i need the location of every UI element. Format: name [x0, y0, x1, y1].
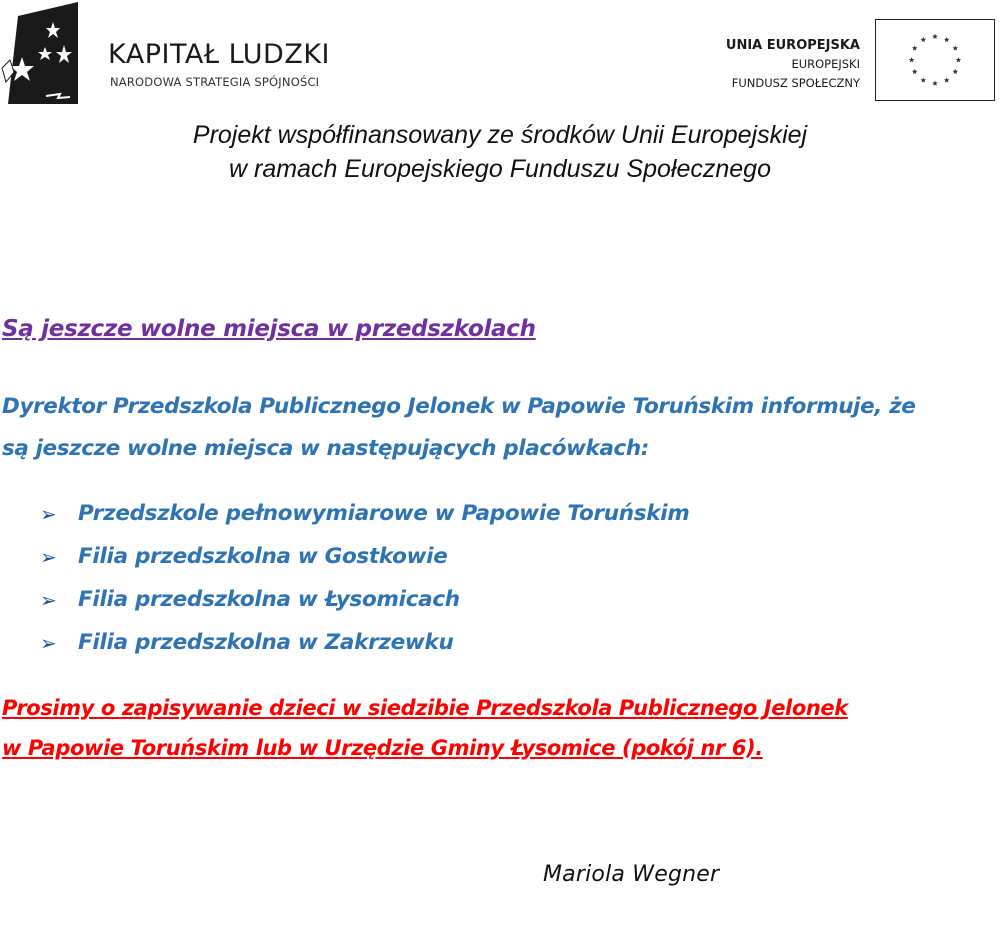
list-item-text: Przedszkole pełnowymiarowe w Papowie Toruńskim: [78, 501, 690, 526]
list-item-text: Filia przedszkolna w Gostkowie: [78, 544, 448, 569]
intro-line-2: są jeszcze wolne miejsca w następujących placówkach:: [2, 436, 650, 461]
arrow-bullet-icon: ➢: [40, 544, 57, 569]
kapital-ludzki-title: KAPITAŁ LUDZKI: [108, 39, 330, 70]
eu-flag-star: [912, 45, 918, 50]
eu-flag-star: [944, 77, 950, 82]
eu-flag-star: [956, 57, 962, 62]
eu-flag-star: [921, 77, 927, 82]
list-item-text: Filia przedszkolna w Łysomicach: [78, 587, 460, 612]
kindergarten-list: [40, 492, 689, 664]
notice-line-2: w Papowie Toruńskim lub w Urzędzie Gminy Łysomice (pokój nr 6).: [2, 736, 763, 760]
eu-flag-star: [932, 34, 938, 39]
eu-text-block: [726, 36, 860, 93]
arrow-bullet-icon: ➢: [40, 630, 57, 655]
kapital-ludzki-subtitle: NARODOWA STRATEGIA SPÓJNOŚCI: [110, 75, 320, 89]
eu-flag-star: [944, 37, 950, 42]
list-item: [40, 535, 689, 578]
list-item: [40, 621, 689, 664]
kapital-ludzki-logo-icon: [0, 0, 80, 106]
eu-flag-star: [952, 45, 958, 50]
registration-notice: [2, 688, 848, 768]
eu-flag-star: [932, 80, 938, 85]
arrow-bullet-icon: ➢: [40, 587, 57, 612]
eu-flag-star: [912, 69, 918, 74]
cofinancing-line-1: Projekt współfinansowany ze środków Unii Europejskiej: [192, 121, 808, 149]
list-item: [40, 492, 689, 535]
cofinancing-text: [0, 118, 1000, 186]
eu-line-europejski: EUROPEJSKI: [791, 57, 860, 71]
eu-flag-icon: [875, 19, 995, 101]
eu-flag-star: [921, 37, 927, 42]
signature-name: Mariola Wegner: [543, 862, 720, 887]
notice-line-1: Prosimy o zapisywanie dzieci w siedzibie Przedszkola Publicznego Jelonek: [2, 696, 848, 720]
eu-line-fundusz: FUNDUSZ SPOŁECZNY: [731, 76, 860, 90]
announcement-heading: Są jeszcze wolne miejsca w przedszkolach: [2, 316, 536, 342]
intro-line-1: Dyrektor Przedszkola Publicznego Jelonek w Papowie Toruńskim informuje, że: [2, 394, 916, 419]
cofinancing-line-2: w ramach Europejskiego Funduszu Społecznego: [229, 155, 771, 183]
eu-line-unia: UNIA EUROPEJSKA: [725, 38, 860, 53]
list-item-text: Filia przedszkolna w Zakrzewku: [78, 630, 454, 655]
eu-flag-star: [909, 57, 915, 62]
list-item: [40, 578, 689, 621]
eu-flag-star: [952, 69, 958, 74]
arrow-bullet-icon: ➢: [40, 501, 57, 526]
announcement-intro: [2, 386, 915, 470]
